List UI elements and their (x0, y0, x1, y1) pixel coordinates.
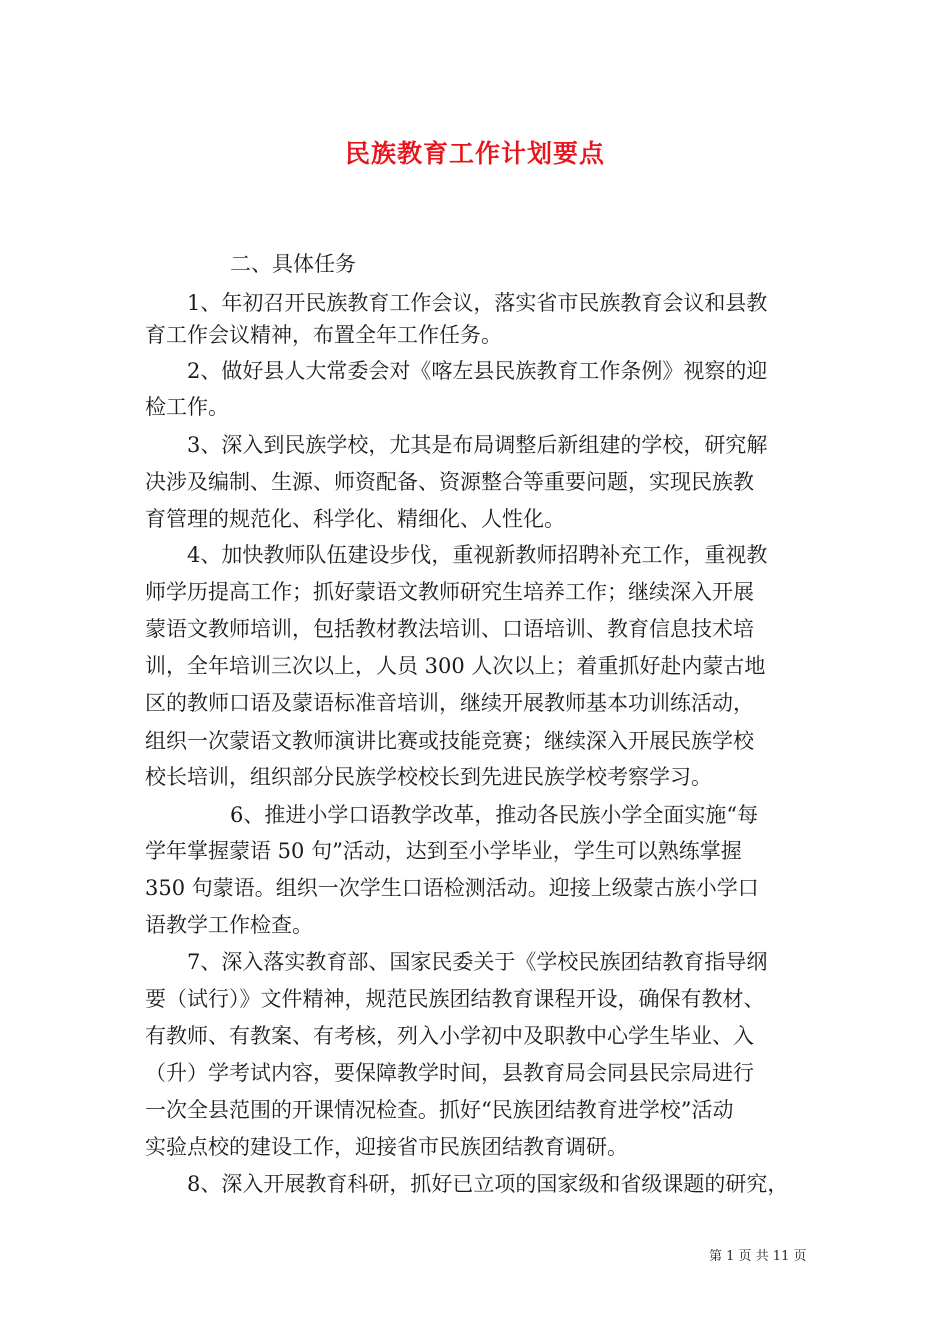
paragraph-line: 检工作。 (145, 395, 229, 419)
paragraph-line: 有教师、有教案、有考核，列入小学初中及职教中心学生毕业、入 (145, 1024, 754, 1048)
paragraph-line: （升）学考试内容，要保障教学时间，县教育局会同县民宗局进行 (145, 1061, 754, 1085)
paragraph-line: 实验点校的建设工作，迎接省市民族团结教育调研。 (145, 1135, 628, 1159)
paragraph-line: 区的教师口语及蒙语标准音培训，继续开展教师基本功训练活动， (145, 691, 754, 715)
section-heading: 二、具体任务 (230, 252, 356, 276)
paragraph-line: 3、深入到民族学校，尤其是布局调整后新组建的学校，研究解 (187, 433, 768, 457)
paragraph-line: 4、加快教师队伍建设步伐，重视新教师招聘补充工作，重视教 (187, 543, 768, 567)
paragraph-line: 6、推进小学口语教学改革，推动各民族小学全面实施“每 (230, 803, 759, 827)
page-number-footer: 第 1 页 共 11 页 (709, 1249, 807, 1264)
paragraph-line: 组织一次蒙语文教师演讲比赛或技能竞赛；继续深入开展民族学校 (145, 729, 754, 753)
paragraph-line: 7、深入落实教育部、国家民委关于《学校民族团结教育指导纲 (187, 950, 768, 974)
paragraph-line: 校长培训，组织部分民族学校校长到先进民族学校考察学习。 (145, 765, 712, 789)
paragraph-line: 训，全年培训三次以上，人员 300 人次以上；着重抓好赴内蒙古地 (145, 654, 766, 678)
paragraph-line: 8、深入开展教育科研，抓好已立项的国家级和省级课题的研究， (187, 1172, 789, 1196)
paragraph-line: 蒙语文教师培训，包括教材教法培训、口语培训、教育信息技术培 (145, 617, 754, 641)
paragraph-line: 语教学工作检查。 (145, 913, 313, 937)
paragraph-line: 350 句蒙语。组织一次学生口语检测活动。迎接上级蒙古族小学口 (145, 876, 759, 900)
paragraph-line: 一次全县范围的开课情况检查。抓好“民族团结教育进学校”活动 (145, 1098, 734, 1122)
paragraph-line: 育管理的规范化、科学化、精细化、人性化。 (145, 507, 565, 531)
paragraph-line: 要（试行）》文件精神，规范民族团结教育课程开设，确保有教材、 (145, 987, 765, 1011)
paragraph-line: 育工作会议精神，布置全年工作任务。 (145, 323, 502, 347)
paragraph-line: 决涉及编制、生源、师资配备、资源整合等重要问题，实现民族教 (145, 470, 754, 494)
document-title: 民族教育工作计划要点 (344, 139, 605, 168)
paragraph-line: 2、做好县人大常委会对《喀左县民族教育工作条例》视察的迎 (187, 359, 768, 383)
paragraph-line: 1、年初召开民族教育工作会议，落实省市民族教育会议和县教 (187, 291, 768, 315)
paragraph-line: 师学历提高工作；抓好蒙语文教师研究生培养工作；继续深入开展 (145, 580, 754, 604)
paragraph-line: 学年掌握蒙语 50 句”活动，达到至小学毕业，学生可以熟练掌握 (145, 839, 742, 863)
